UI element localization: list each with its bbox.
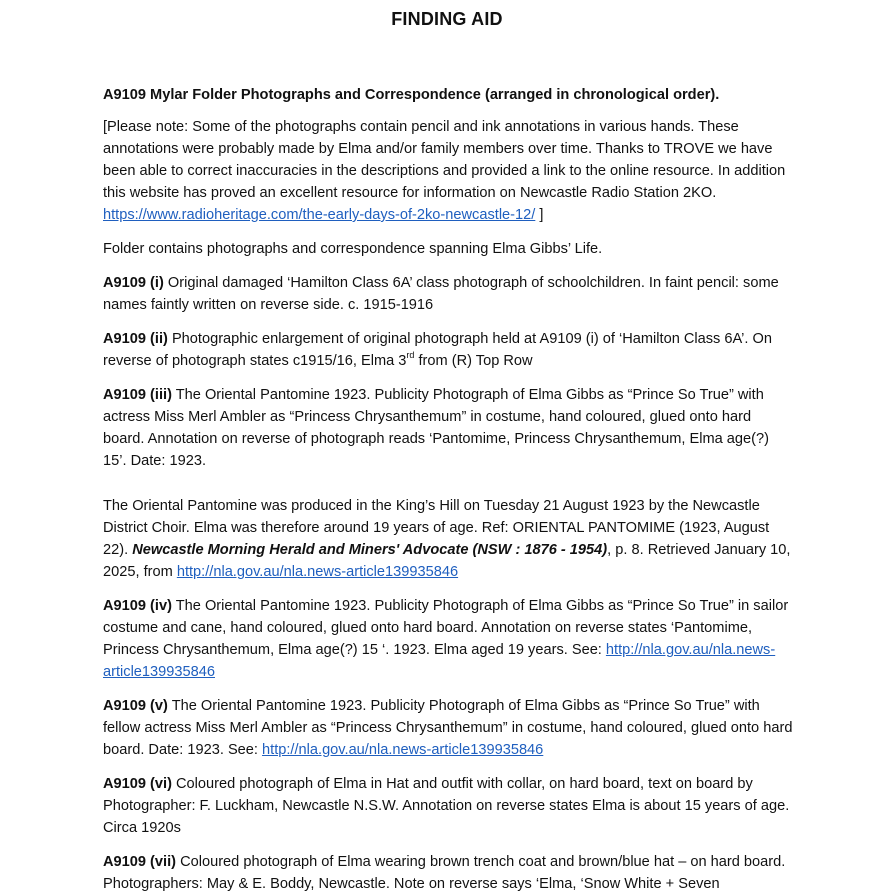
trove-link[interactable]: http://nla.gov.au/nla.news-article139935846 (176, 564, 459, 580)
item-description-tail: from (R) Top Row (414, 353, 533, 369)
note-text: The Oriental Pantomine was produced in the King’s Hill on Tuesday 21 August 1923 by the Newcastle District Choir. Elma was therefore around 19 years of age. Ref: ORIENTAL PANTOMIME (1923, August 22). (103, 498, 770, 558)
item-description: Photographic enlargement of original photograph held at A9109 (i) of ‘Hamilton Class 6A’. On reverse of photograph states c1915/16, Elma 3 (103, 331, 772, 369)
item-iv (103, 595, 795, 683)
note-text: [Please note: Some of the photographs contain pencil and ink annotations in various hands. These annotations were probably made by Elma and/or family members over time. Thanks to TROVE we have been able to correct inaccuracies in the descriptions and provided a link to the online resource. In addition this website has proved an excellent resource for information on Newcastle Radio Station 2KO. (103, 119, 786, 201)
item-id: A9109 (vi) (103, 776, 172, 792)
item-v (103, 695, 795, 761)
item-id: A9109 (iv) (103, 598, 172, 614)
note-closing: ] (535, 207, 544, 223)
note-paragraph (103, 116, 795, 226)
item-description: The Oriental Pantomine 1923. Publicity Photograph of Elma Gibbs as “Prince So True” in sailor costume and cane, hand coloured, glued onto hard board. Annotation on reverse states ‘Pantomime, Princess Chrysanthemum, Elma age(?) 15 ‘. 1923. Elma aged 19 years. See: (103, 598, 789, 658)
item-iii (103, 384, 795, 472)
item-vi (103, 773, 795, 839)
item-description: The Oriental Pantomine 1923. Publicity Photograph of Elma Gibbs as “Prince So True” with fellow actress Miss Merl Ambler as “Princess Chrysanthemum” in costume, hand coloured, glued onto hard board. Date: 1923. See: (103, 698, 793, 758)
source-title: Newcastle Morning Herald and Miners' Advocate (NSW : 1876 - 1954) (132, 542, 608, 558)
item-id: A9109 (ii) (103, 331, 168, 347)
document-body (103, 84, 795, 894)
folder-heading: A9109 Mylar Folder Photographs and Correspondence (arranged in chronological order). (103, 87, 720, 103)
item-i (103, 272, 795, 316)
item-description: Original damaged ‘Hamilton Class 6A’ class photograph of schoolchildren. In faint pencil: some names faintly written on reverse side. c. 1915-1916 (103, 275, 779, 313)
item-ii (103, 328, 795, 372)
trove-link[interactable]: http://nla.gov.au/nla.news-article139935846 (103, 642, 776, 680)
ordinal-suffix: rd (406, 350, 415, 361)
item-description: Coloured photograph of Elma wearing brown trench coat and brown/blue hat – on hard board. Photographers: May & E. Boddy, Newcastle. Note on reverse says ‘Elma, ‘Snow White + Seven (103, 854, 786, 892)
item-description: The Oriental Pantomine 1923. Publicity Photograph of Elma Gibbs as “Prince So True” with actress Miss Merl Ambler as “Princess Chrysanthemum” in costume, hand coloured, glued onto hard board. Annotation on reverse of photograph reads ‘Pantomime, Princess Chrysanthemum, Elma age(?) 15’. Date: 1923. (103, 387, 769, 469)
note-text-continued: , p. 8. Retrieved January 10, 2025, from (103, 542, 791, 580)
item-id: A9109 (iii) (103, 387, 172, 403)
item-description: Coloured photograph of Elma in Hat and outfit with collar, on hard board, text on board by Photographer: F. Luckham, Newcastle N.S.W. Annotation on reverse states Elma is about 15 years of age. Circa 1920s (103, 776, 790, 836)
intro-paragraph: Folder contains photographs and correspondence spanning Elma Gibbs’ Life. (103, 241, 603, 257)
item-id: A9109 (v) (103, 698, 168, 714)
item-id: A9109 (i) (103, 275, 164, 291)
item-iii-note (103, 495, 795, 583)
item-vii (103, 851, 795, 894)
trove-link[interactable]: http://nla.gov.au/nla.news-article139935846 (262, 742, 544, 758)
document-title: FINDING AID (391, 9, 503, 29)
radioheritage-link[interactable]: https://www.radioheritage.com/the-early-days-of-2ko-newcastle-12/ (103, 207, 536, 223)
item-id: A9109 (vii) (103, 854, 177, 870)
